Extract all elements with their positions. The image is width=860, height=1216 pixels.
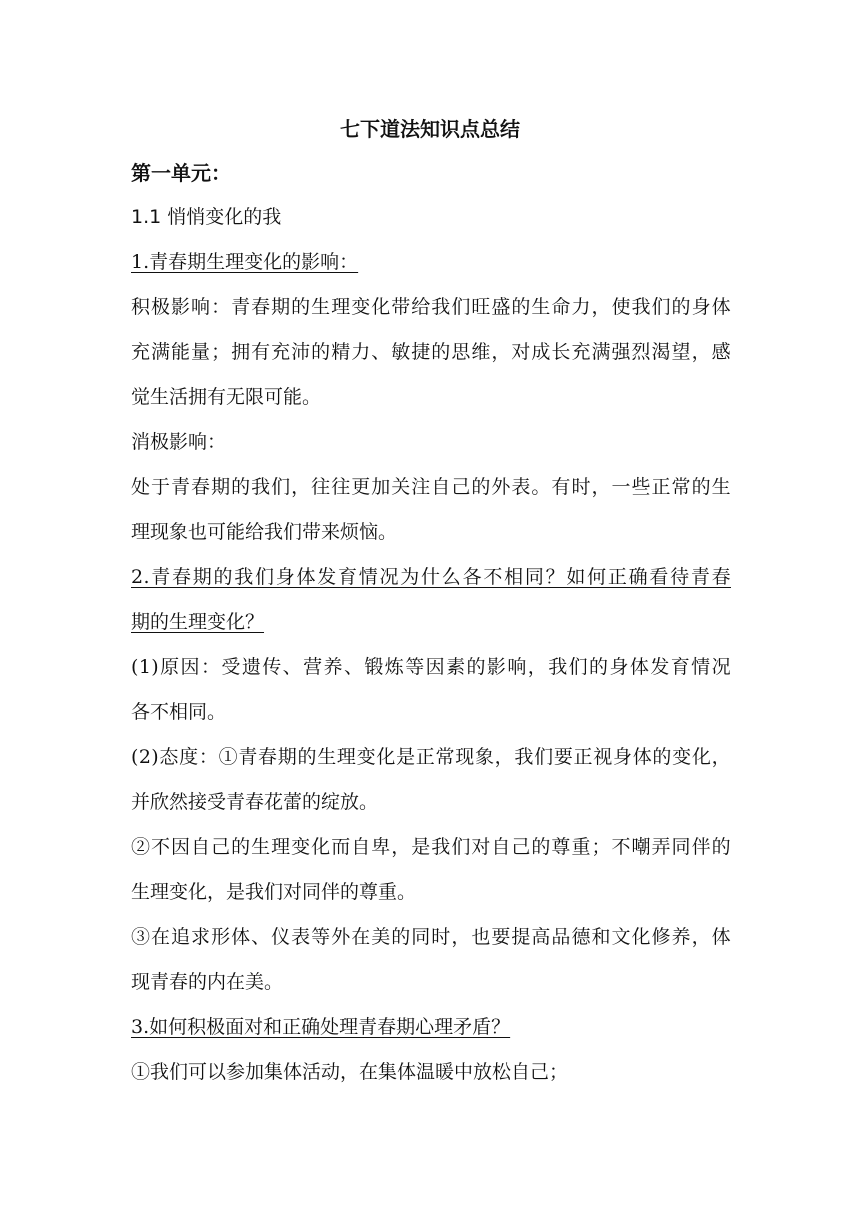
unit-heading: 第一单元： [131,161,231,185]
attitude-point-3-line-2: 现青春的内在美。 [131,971,284,993]
handling-point-1: ①我们可以参加集体活动，在集体温暖中放松自己； [131,1061,569,1083]
reason-line-1: (1)原因：受遗传、营养、锻炼等因素的影响，我们的身体发育情况 [131,656,731,678]
negative-effect-line-2: 理现象也可能给我们带来烦恼。 [131,521,398,543]
negative-effect-line-1: 处于青春期的我们，往往更加关注自己的外表。有时，一些正常的生 [131,476,731,498]
question-1-title-text: 1.青春期生理变化的影响： [131,251,359,273]
positive-effect-line-3: 觉生活拥有无限可能。 [131,386,322,408]
question-1-title [131,248,731,276]
page-title: 七下道法知识点总结 [340,117,520,141]
positive-effect-line-2: 充满能量；拥有充沛的精力、敏捷的思维，对成长充满强烈渴望，感 [131,341,731,363]
attitude-point-3-line-1: ③在追求形体、仪表等外在美的同时，也要提高品德和文化修养，体 [131,926,731,948]
attitude-line-2: 并欣然接受青春花蕾的绽放。 [131,791,379,813]
attitude-line-1: (2)态度：①青春期的生理变化是正常现象，我们要正视身体的变化， [131,746,731,768]
question-3-title-text: 3.如何积极面对和正确处理青春期心理矛盾？ [131,1016,511,1038]
question-3-title [131,1013,731,1041]
negative-effect-label: 消极影响： [131,431,227,453]
lesson-heading: 1.1 悄悄变化的我 [131,206,282,228]
question-2-title-line-1: 2.青春期的我们身体发育情况为什么各不相同？如何正确看待青春 [131,566,731,588]
question-2-title-line-2-text: 期的生理变化？ [131,611,265,633]
attitude-point-2-line-1: ②不因自己的生理变化而自卑，是我们对自己的尊重；不嘲弄同伴的 [131,836,731,858]
attitude-point-2-line-2: 生理变化，是我们对同伴的尊重。 [131,881,417,903]
question-2-title-line-2 [131,608,731,636]
positive-effect-line-1: 积极影响：青春期的生理变化带给我们旺盛的生命力，使我们的身体 [131,296,731,318]
reason-line-2: 各不相同。 [131,701,227,723]
